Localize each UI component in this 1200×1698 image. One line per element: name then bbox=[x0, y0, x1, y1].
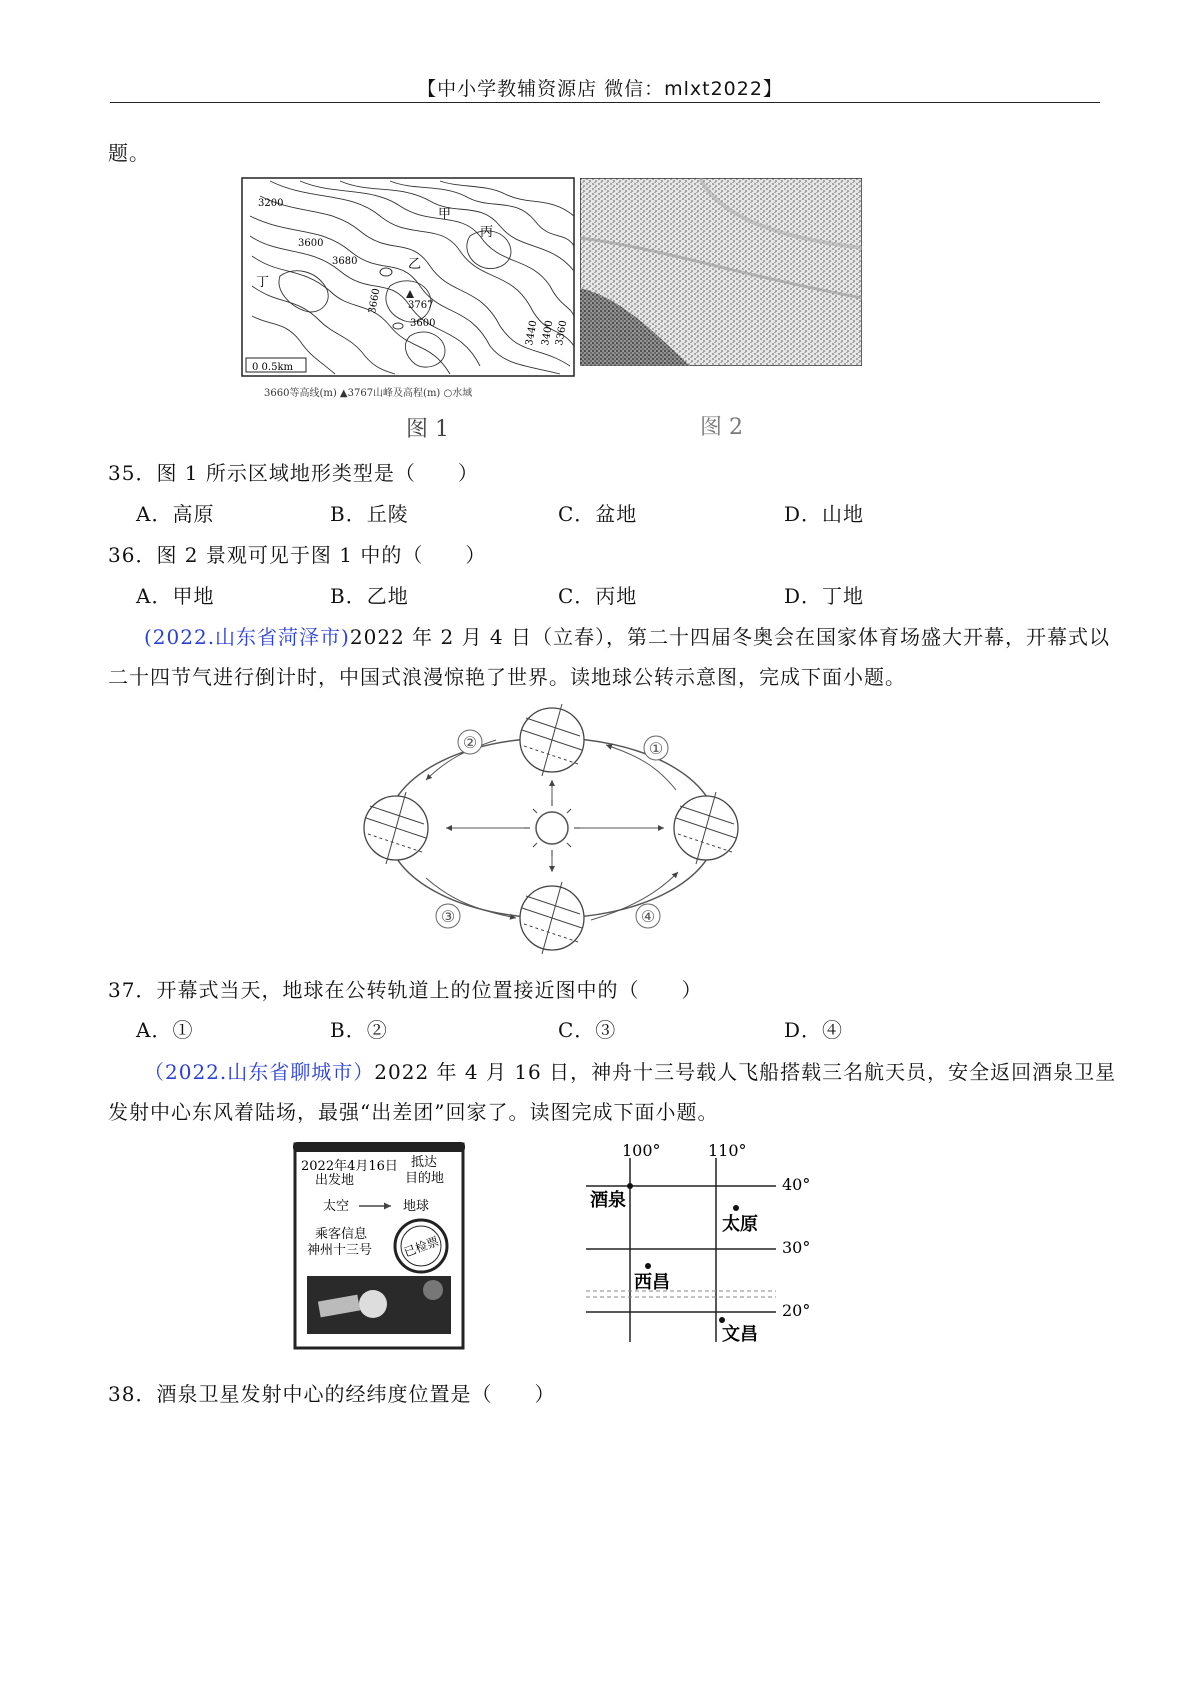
ticket-stamp: 已检票 bbox=[402, 1234, 441, 1260]
q37-option-d: D．④ bbox=[784, 1018, 844, 1042]
place-xichang: 西昌 bbox=[634, 1272, 670, 1293]
earth-orbit-diagram bbox=[356, 700, 756, 965]
svg-text:3600: 3600 bbox=[410, 318, 436, 329]
ticket-date: 2022年4月16日 bbox=[301, 1159, 398, 1174]
question-37-stem: 37．开幕式当天，地球在公转轨道上的位置接近图中的（ ） bbox=[108, 978, 703, 1002]
q36-option-d: D．丁地 bbox=[784, 584, 865, 608]
q35-option-a: A．高原 bbox=[136, 502, 215, 526]
passage-1-text-1: 2022 年 2 月 4 日（立春），第二十四届冬奥会在国家体育场盛大开幕，开幕式以 bbox=[349, 625, 1111, 649]
q35-option-d: D．山地 bbox=[784, 502, 865, 526]
ticket-passenger: 神州十三号 bbox=[307, 1243, 373, 1258]
figure-2-landscape-photo bbox=[580, 178, 862, 366]
ticket-to: 地球 bbox=[403, 1199, 430, 1214]
svg-text:3660: 3660 bbox=[367, 287, 383, 315]
ticket-passenger-label: 乘客信息 bbox=[315, 1227, 368, 1242]
place-wenchang: 文昌 bbox=[722, 1324, 758, 1345]
q37-option-c: C．③ bbox=[558, 1018, 617, 1042]
passage-1-line-1 bbox=[144, 621, 1110, 650]
passage-2-line-2: 发射中心东风着陆场，最强“出差团”回家了。读图完成下面小题。 bbox=[108, 1100, 719, 1124]
svg-text:3440: 3440 bbox=[524, 319, 540, 347]
intro-tail: 题。 bbox=[108, 141, 150, 165]
figure-1-contour-map bbox=[240, 176, 576, 406]
svg-text:甲: 甲 bbox=[438, 207, 452, 222]
q36-option-a: A．甲地 bbox=[136, 584, 215, 608]
q36-option-c: C．丙地 bbox=[558, 584, 638, 608]
ticket-depart: 出发地 bbox=[315, 1173, 355, 1188]
svg-text:3680: 3680 bbox=[332, 256, 358, 267]
return-ticket-figure bbox=[293, 1140, 465, 1350]
orbit-label-1: ① bbox=[648, 739, 664, 758]
passage-1-source: (2022.山东省菏泽市) bbox=[144, 625, 350, 649]
svg-text:丁: 丁 bbox=[256, 275, 270, 290]
svg-text:3200: 3200 bbox=[258, 198, 284, 209]
question-38-stem: 38．酒泉卫星发射中心的经纬度位置是（ ） bbox=[108, 1382, 556, 1406]
ticket-arrive-top: 抵达 bbox=[411, 1155, 438, 1170]
lat-label-20: 20° bbox=[782, 1301, 811, 1320]
q37-option-a: A．① bbox=[136, 1018, 194, 1042]
lat-label-40: 40° bbox=[782, 1175, 811, 1194]
lat-lon-grid-map bbox=[582, 1138, 818, 1352]
place-jiuquan: 酒泉 bbox=[590, 1190, 626, 1211]
svg-text:3660等高线(m) ▲3767山峰及高程(m) ○水域: 3660等高线(m) ▲3767山峰及高程(m) ○水域 bbox=[264, 388, 473, 399]
question-36-stem: 36．图 2 景观可见于图 1 中的（ ） bbox=[108, 543, 487, 567]
q36-option-b: B．乙地 bbox=[330, 584, 409, 608]
sun-icon bbox=[524, 800, 580, 856]
ticket-arrive: 目的地 bbox=[405, 1171, 445, 1186]
svg-text:丙: 丙 bbox=[480, 225, 494, 240]
passage-2-text-1: 2022 年 4 月 16 日，神舟十三号载人飞船搭载三名航天员，安全返回酒泉卫星 bbox=[374, 1060, 1117, 1084]
svg-text:3600: 3600 bbox=[298, 238, 324, 249]
svg-text:0 0.5km: 0 0.5km bbox=[252, 362, 293, 373]
question-35-stem: 35．图 1 所示区域地形类型是（ ） bbox=[108, 461, 479, 485]
orbit-label-3: ③ bbox=[440, 907, 456, 926]
lon-label-110: 110° bbox=[708, 1141, 747, 1160]
page-header: 【中小学教辅资源店 微信：mlxt2022】 bbox=[417, 78, 783, 100]
ticket-from: 太空 bbox=[323, 1199, 350, 1214]
svg-text:乙: 乙 bbox=[408, 257, 422, 272]
q35-option-c: C．盆地 bbox=[558, 502, 638, 526]
orbit-label-4: ④ bbox=[640, 907, 656, 926]
header-rule bbox=[110, 102, 1100, 103]
passage-2-source: （2022.山东省聊城市） bbox=[144, 1060, 375, 1084]
passage-1-line-2: 二十四节气进行倒计时，中国式浪漫惊艳了世界。读地球公转示意图，完成下面小题。 bbox=[108, 665, 906, 689]
figure-1-caption: 图 1 bbox=[406, 417, 449, 442]
svg-text:3767: 3767 bbox=[408, 300, 434, 311]
figure-2-caption: 图 2 bbox=[700, 415, 743, 440]
svg-text:3360: 3360 bbox=[554, 319, 570, 347]
lat-label-30: 30° bbox=[782, 1238, 811, 1257]
lon-label-100: 100° bbox=[622, 1141, 661, 1160]
orbit-label-2: ② bbox=[462, 733, 478, 752]
q35-option-b: B．丘陵 bbox=[330, 502, 409, 526]
q37-option-b: B．② bbox=[330, 1018, 388, 1042]
passage-2-line-1 bbox=[144, 1056, 1116, 1085]
svg-text:3400: 3400 bbox=[540, 319, 556, 347]
place-taiyuan: 太原 bbox=[722, 1214, 758, 1235]
